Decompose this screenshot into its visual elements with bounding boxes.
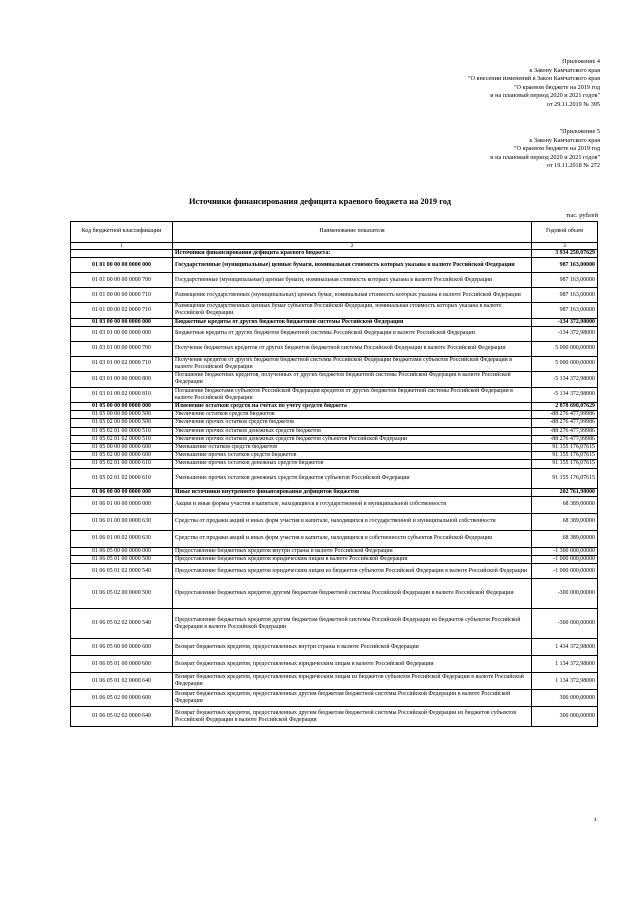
code-cell: 01 06 05 02 02 0000 540 <box>71 609 173 639</box>
name-cell: Увеличение прочих остатков денежных средств бюджетов субъектов Российской Федерации <box>173 435 532 443</box>
name-cell: Предоставление бюджетных кредитов другим бюджетам бюджетной системы Российской Федерации из бюджетов субъектов Российской Федерации в валюте Российской Федерации <box>173 609 532 639</box>
name-cell: Предоставление бюджетных кредитов другим бюджетам бюджетной системы Российской Федерации в валюте Российской Федерации <box>173 579 532 609</box>
code-cell: 01 05 02 01 02 0000 510 <box>71 435 173 443</box>
value-cell: 300 000,00000 <box>532 707 598 727</box>
table-row <box>71 673 598 690</box>
code-cell: 01 06 01 00 00 0000 630 <box>71 513 173 530</box>
table-row <box>71 303 598 318</box>
table-row <box>71 250 598 258</box>
name-cell: Возврат бюджетных кредитов, предоставленных юридическим лицам в валюте Российской Федерации <box>173 656 532 673</box>
appendix-4-header <box>468 58 600 110</box>
code-cell: 01 01 00 00 00 0000 700 <box>71 273 173 288</box>
value-cell: -1 300 000,00000 <box>532 547 598 555</box>
code-cell <box>71 250 173 258</box>
code-cell: 01 06 00 00 00 0000 000 <box>71 488 173 496</box>
code-cell: 01 06 05 00 00 0000 000 <box>71 547 173 555</box>
value-cell: 300 000,00000 <box>532 690 598 707</box>
name-cell: Погашение бюджетных кредитов, полученных от других бюджетов бюджетной системы Российской Федерации в валюте Российской Федерации <box>173 372 532 387</box>
table-row <box>71 273 598 288</box>
value-cell: 987 163,00000 <box>532 288 598 303</box>
appendix-line: от 19.11.2018 № 272 <box>546 162 600 170</box>
code-cell: 01 06 05 01 00 0000 500 <box>71 556 173 564</box>
value-cell: 91 155 176,07615 <box>532 460 598 468</box>
value-cell: 1 134 372,98000 <box>532 673 598 690</box>
code-cell: 01 03 01 00 00 0000 000 <box>71 326 173 341</box>
name-cell: Возврат бюджетных кредитов, предоставленных юридическим лицам из бюджетов субъектов Российской Федерации в валюте Российской Федерации <box>173 673 532 690</box>
table-row <box>71 488 598 496</box>
appendix-line: Приложение 4 <box>562 58 600 65</box>
column-header-code: Код бюджетной классификации <box>71 222 173 243</box>
page-mark: 4 <box>594 818 597 823</box>
value-cell: 5 000 000,00000 <box>532 356 598 371</box>
name-cell: Увеличение остатков средств бюджетов <box>173 411 532 419</box>
name-cell: Возврат бюджетных кредитов, предоставленных другим бюджетам бюджетной системы Российской Федерации в валюте Российской Федерации <box>173 690 532 707</box>
name-cell: Увеличение прочих остатков средств бюджетов <box>173 419 532 427</box>
code-cell: 01 03 01 00 00 0000 800 <box>71 372 173 387</box>
table-row <box>71 326 598 341</box>
table-row <box>71 639 598 656</box>
name-cell: Источники финансирования дефицита краевого бюджета: <box>173 250 532 258</box>
code-cell: 01 06 05 02 00 0000 600 <box>71 690 173 707</box>
value-cell: 202 761,98000 <box>532 488 598 496</box>
value-cell: 68 389,00000 <box>532 530 598 547</box>
table-row <box>71 496 598 513</box>
name-cell: Иные источники внутреннего финансирования дефицитов бюджетов <box>173 488 532 496</box>
name-cell: Государственные (муниципальные) ценные бумаги, номинальная стоимость которых указана в валюте Российской Федерации <box>173 258 532 273</box>
code-cell: 01 05 02 01 00 0000 610 <box>71 460 173 468</box>
units-label: тыс. рублей <box>566 212 598 219</box>
value-cell: -1 000 000,00000 <box>532 556 598 564</box>
value-cell: 987 163,00000 <box>532 273 598 288</box>
table-row <box>71 452 598 460</box>
table-row <box>71 513 598 530</box>
table-row <box>71 411 598 419</box>
table-row <box>71 427 598 435</box>
code-cell: 01 06 01 00 02 0000 630 <box>71 530 173 547</box>
value-cell: -88 276 477,99986 <box>532 427 598 435</box>
value-cell: -5 134 372,98000 <box>532 387 598 402</box>
table-row <box>71 419 598 427</box>
code-cell: 01 06 01 00 00 0000 000 <box>71 496 173 513</box>
value-cell: -300 000,00000 <box>532 609 598 639</box>
name-cell: Погашение бюджетами субъектов Российской Федерации кредитов от других бюджетов бюджетной системы Российской Федерации в валюте Российской Федерации <box>173 387 532 402</box>
code-cell: 01 06 05 01 02 0000 540 <box>71 564 173 579</box>
name-cell: Увеличение прочих остатков денежных средств бюджетов <box>173 427 532 435</box>
table-row <box>71 564 598 579</box>
code-cell: 01 06 05 01 02 0000 640 <box>71 673 173 690</box>
code-cell: 01 05 00 00 00 0000 500 <box>71 411 173 419</box>
name-cell: Бюджетные кредиты от других бюджетов бюджетной системы Российской Федерации в валюте Российской Федерации <box>173 326 532 341</box>
name-cell: Уменьшение прочих остатков денежных средств бюджетов субъектов Российской Федерации <box>173 468 532 488</box>
document-title: Источники финансирования дефицита краевого бюджета на 2019 год <box>189 197 451 206</box>
code-cell: 01 06 05 01 00 0000 600 <box>71 656 173 673</box>
code-cell: 01 05 02 01 02 0000 610 <box>71 468 173 488</box>
column-number: 3 <box>532 243 598 250</box>
code-cell: 01 01 00 00 00 0000 710 <box>71 288 173 303</box>
value-cell: 91 155 176,07615 <box>532 452 598 460</box>
value-cell: 91 155 176,07615 <box>532 468 598 488</box>
name-cell: Уменьшение остатков средств бюджетов <box>173 444 532 452</box>
table-body <box>71 250 598 727</box>
table-row <box>71 579 598 609</box>
appendix-line: и на плановый период 2020 и 2021 годов" <box>490 92 600 100</box>
column-numbers-row <box>71 243 598 250</box>
name-cell: Получение бюджетных кредитов от других бюджетов бюджетной системы Российской Федерации в валюте Российской Федерации <box>173 341 532 356</box>
value-cell: 1 134 372,98000 <box>532 656 598 673</box>
table-row <box>71 403 598 411</box>
value-cell: 5 000 000,00000 <box>532 341 598 356</box>
value-cell: 1 434 372,98000 <box>532 639 598 656</box>
name-cell: Возврат бюджетных кредитов, предоставленных внутри страны в валюте Российской Федерации <box>173 639 532 656</box>
table-row <box>71 547 598 555</box>
value-cell: -1 000 000,00000 <box>532 564 598 579</box>
code-cell: 01 06 05 02 00 0000 500 <box>71 579 173 609</box>
value-cell: 68 389,00000 <box>532 513 598 530</box>
table-row <box>71 372 598 387</box>
table-row <box>71 556 598 564</box>
table-row <box>71 707 598 727</box>
value-cell: 68 389,00000 <box>532 496 598 513</box>
table-row <box>71 609 598 639</box>
appendix-line: к Закону Камчатского края <box>529 136 600 144</box>
value-cell: -300 000,00000 <box>532 579 598 609</box>
financing-sources-table <box>70 221 598 727</box>
value-cell: -88 276 477,99986 <box>532 435 598 443</box>
code-cell: 01 01 00 00 02 0000 710 <box>71 303 173 318</box>
code-cell: 01 05 02 00 00 0000 500 <box>71 419 173 427</box>
name-cell: Бюджетные кредиты от других бюджетов бюджетной системы Российской Федерации <box>173 318 532 326</box>
appendix-line: к Закону Камчатского края <box>529 66 600 74</box>
code-cell: 01 03 01 00 02 0000 710 <box>71 356 173 371</box>
column-header-name: Наименование показателя <box>173 222 532 243</box>
code-cell: 01 03 01 00 02 0000 810 <box>71 387 173 402</box>
name-cell: Средства от продажи акций и иных форм участия в капитале, находящихся в государственной и муниципальной собственности <box>173 513 532 530</box>
column-header-value: Годовой объем <box>532 222 598 243</box>
name-cell: Уменьшение прочих остатков средств бюджетов <box>173 452 532 460</box>
table-row <box>71 318 598 326</box>
name-cell: Возврат бюджетных кредитов, предоставленных другим бюджетам бюджетной системы Российской Федерации из бюджетов субъектов Российской Федерации в валюте Российской Федерации <box>173 707 532 727</box>
name-cell: Предоставление бюджетных кредитов юридическим лицам в валюте Российской Федерации <box>173 556 532 564</box>
value-cell: 987 163,00000 <box>532 258 598 273</box>
name-cell: Акции и иные формы участия в капитале, находящиеся в государственной и муниципальной собственности <box>173 496 532 513</box>
table-row <box>71 387 598 402</box>
code-cell: 01 03 00 00 00 0000 000 <box>71 318 173 326</box>
table-row <box>71 341 598 356</box>
code-cell: 01 05 00 00 00 0000 000 <box>71 403 173 411</box>
name-cell: Размещение государственных ценных бумаг субъектов Российской Федерации, номинальная стоимость которых указана в валюте Российской Федерации <box>173 303 532 318</box>
name-cell: Получение кредитов от других бюджетов бюджетной системы Российской Федерации бюджетами субъектов Российской Федерации в валюте Российской Федерации <box>173 356 532 371</box>
value-cell: -134 372,98000 <box>532 318 598 326</box>
name-cell: Средства от продажи акций и иных форм участия в капитале, находящихся в собственности субъектов Российской Федерации <box>173 530 532 547</box>
appendix-5-header <box>490 128 600 171</box>
table-row <box>71 460 598 468</box>
table-row <box>71 690 598 707</box>
code-cell: 01 01 00 00 00 0000 000 <box>71 258 173 273</box>
table-header-row <box>71 222 598 243</box>
code-cell: 01 05 00 00 00 0000 600 <box>71 444 173 452</box>
table-row <box>71 468 598 488</box>
name-cell: Предоставление бюджетных кредитов внутри страны в валюте Российской Федерации <box>173 547 532 555</box>
value-cell: 987 163,00000 <box>532 303 598 318</box>
code-cell: 01 05 02 00 00 0000 600 <box>71 452 173 460</box>
name-cell: Предоставление бюджетных кредитов юридическим лицам из бюджетов субъектов Российской Федерации в валюте Российской Федерации <box>173 564 532 579</box>
table-row <box>71 530 598 547</box>
table-row <box>71 435 598 443</box>
value-cell: -88 276 477,99986 <box>532 411 598 419</box>
value-cell: 2 878 698,07629 <box>532 403 598 411</box>
appendix-line: "О краевом бюджете на 2019 год <box>514 83 600 91</box>
value-cell: -134 372,98000 <box>532 326 598 341</box>
value-cell: 3 934 250,07629 <box>532 250 598 258</box>
code-cell: 01 03 01 00 00 0000 700 <box>71 341 173 356</box>
value-cell: -5 134 372,98000 <box>532 372 598 387</box>
appendix-line: "О краевом бюджете на 2019 год <box>514 145 600 153</box>
appendix-line: "Приложение 5 <box>559 128 600 135</box>
name-cell: Изменение остатков средств на счетах по учету средств бюджета <box>173 403 532 411</box>
appendix-line: от 29.11.2019 № 395 <box>546 100 600 108</box>
value-cell: 91 155 176,07615 <box>532 444 598 452</box>
table-row <box>71 444 598 452</box>
code-cell: 01 05 02 01 00 0000 510 <box>71 427 173 435</box>
table-row <box>71 356 598 371</box>
value-cell: -88 276 477,99986 <box>532 419 598 427</box>
table-row <box>71 656 598 673</box>
code-cell: 01 06 05 00 00 0000 600 <box>71 639 173 656</box>
name-cell: Уменьшение прочих остатков денежных средств бюджетов <box>173 460 532 468</box>
name-cell: Размещение государственных (муниципальных) ценных бумаг, номинальная стоимость которых указана в валюте Российской Федерации <box>173 288 532 303</box>
table-row <box>71 288 598 303</box>
appendix-line: "О внесении изменений в Закон Камчатского края <box>468 75 600 83</box>
column-number: 1 <box>71 243 173 250</box>
column-number: 2 <box>173 243 532 250</box>
table-row <box>71 258 598 273</box>
name-cell: Государственные (муниципальные) ценные бумаги, номинальная стоимость которых указана в валюте Российской Федерации <box>173 273 532 288</box>
appendix-line: и на плановый период 2020 и 2021 годов" <box>490 153 600 161</box>
code-cell: 01 06 05 02 02 0000 640 <box>71 707 173 727</box>
